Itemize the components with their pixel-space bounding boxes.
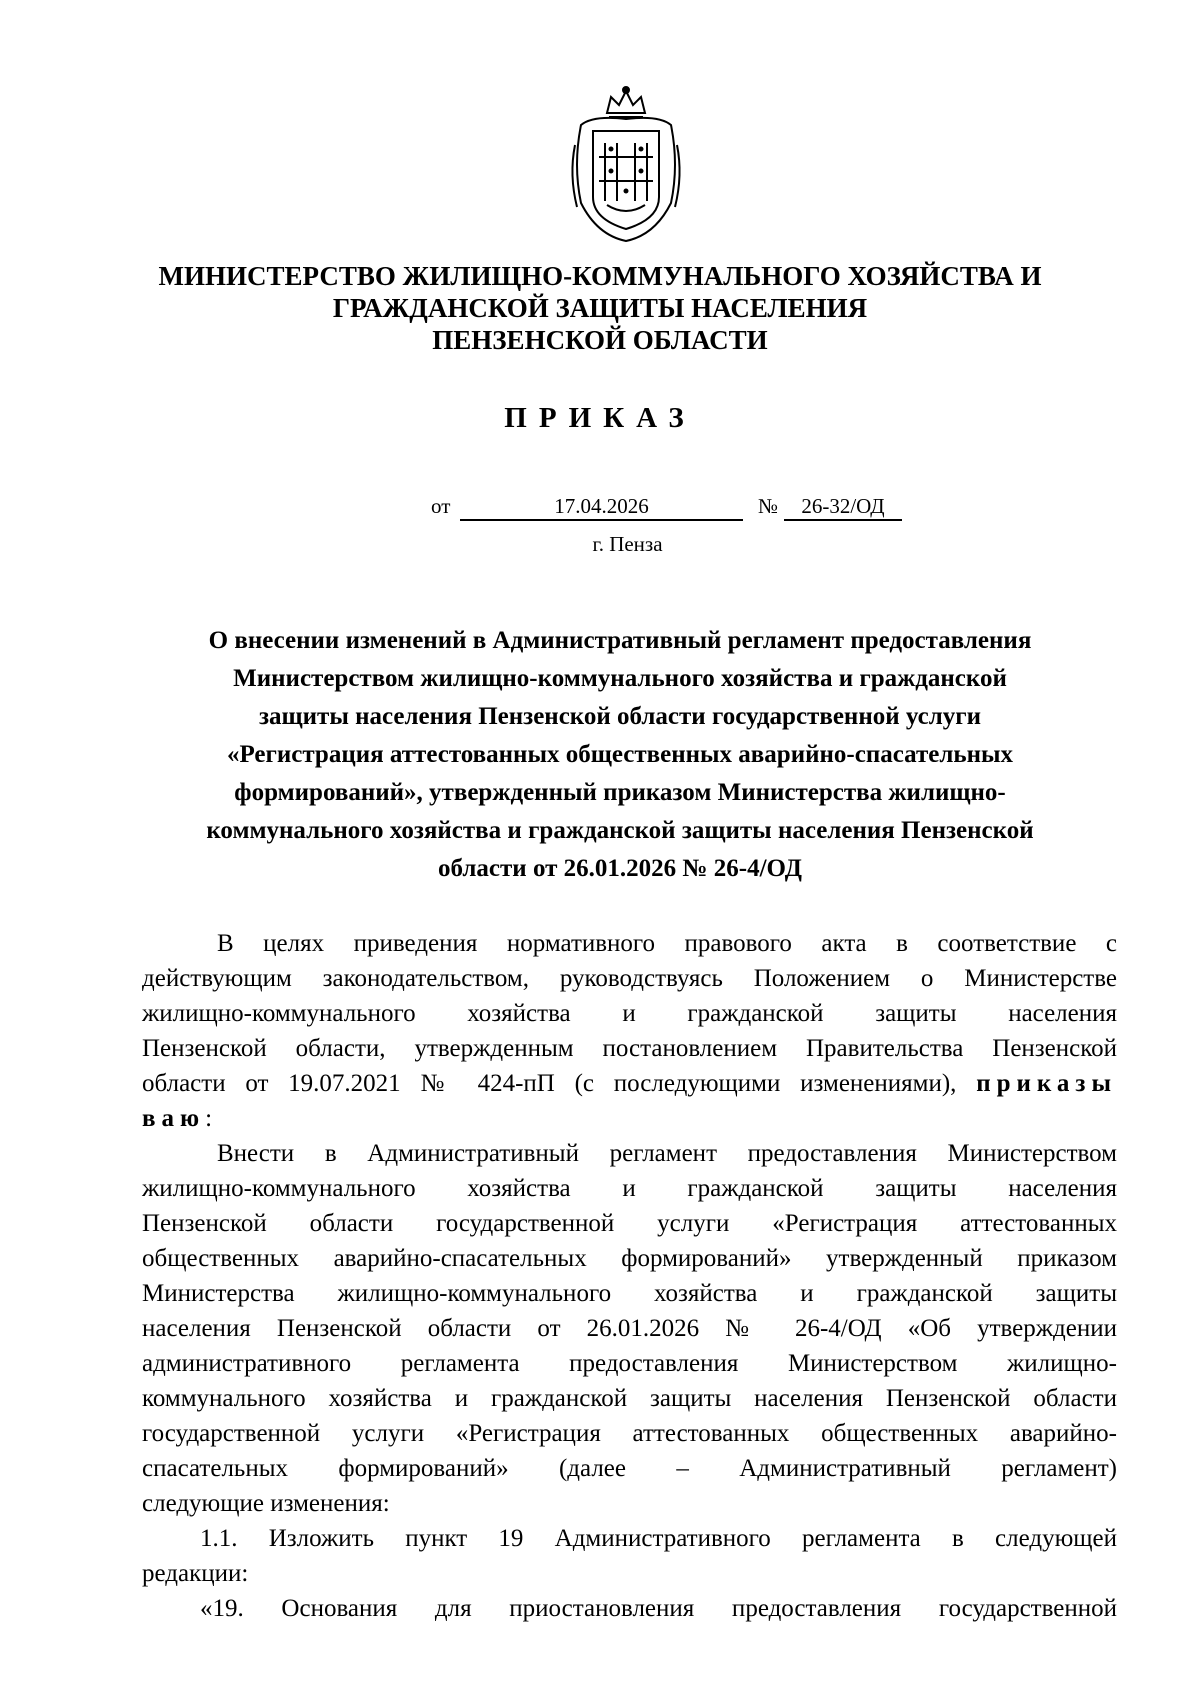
subject-line: коммунального хозяйства и гражданской защиты населения Пензенской [206, 817, 1034, 844]
paragraph-line [142, 1066, 1117, 1101]
paragraph-line: жилищно-коммунального хозяйства и гражданской защиты населения [142, 1000, 1117, 1027]
city: г. Пенза [592, 532, 663, 556]
paragraph-line: Пензенской области, утвержденным постановлением Правительства Пензенской [142, 1035, 1117, 1062]
paragraph-line: действующим законодательством, руководствуясь Положением о Министерстве [142, 965, 1117, 992]
paragraph-line: административного регламента предоставления Министерством жилищно- [142, 1350, 1117, 1377]
date-prefix: от [431, 494, 451, 518]
subject-line: защиты населения Пензенской области государственной услуги [259, 703, 981, 730]
paragraph-line: В целях приведения нормативного правового акта в соответствие с [217, 930, 1117, 957]
paragraph-line: Министерства жилищно-коммунального хозяйства и гражданской защиты [142, 1280, 1117, 1307]
ministry-line: ГРАЖДАНСКОЙ ЗАЩИТЫ НАСЕЛЕНИЯ [332, 293, 868, 323]
coat-of-arms-emblem [567, 85, 685, 243]
paragraph-line: населения Пензенской области от 26.01.2026 № 26-4/ОД «Об утверждении [142, 1315, 1117, 1342]
paragraph-line: спасательных формирований» (далее – Административный регламент) [142, 1455, 1117, 1482]
ministry-line: МИНИСТЕРСТВО ЖИЛИЩНО-КОММУНАЛЬНОГО ХОЗЯЙСТВА И [158, 261, 1042, 291]
subject-line: области от 26.01.2026 № 26-4/ОД [438, 855, 802, 882]
subject-line: формирований», утвержденный приказом Министерства жилищно- [234, 779, 1006, 806]
document-type: ПРИКАЗ [504, 402, 696, 434]
paragraph-text: области от 19.07.2021 № 424-пП (с последующими изменениями), [142, 1070, 957, 1097]
subject-line: О внесении изменений в Административный регламент предоставления [208, 627, 1032, 654]
ministry-name [100, 260, 1100, 356]
paragraph-line: Внести в Административный регламент предоставления Министерством [217, 1140, 1117, 1167]
date-number-row [0, 493, 1200, 523]
colon: : [205, 1105, 213, 1132]
subject-line: Министерством жилищно-коммунального хозяйства и гражданской [233, 665, 1007, 692]
paragraph-line: 1.1. Изложить пункт 19 Административного регламента в следующей [200, 1525, 1117, 1552]
paragraph-line: следующие изменения: [142, 1490, 390, 1517]
paragraph-line: редакции: [142, 1560, 249, 1587]
paragraph-line: жилищно-коммунального хозяйства и гражданской защиты населения [142, 1175, 1117, 1202]
number-prefix: № [758, 494, 779, 518]
document-body [142, 926, 1117, 1626]
paragraph-line: общественных аварийно-спасательных формирований» утвержденный приказом [142, 1245, 1117, 1272]
document-date: 17.04.2026 [460, 493, 743, 521]
prikazyvayu-part2: ваю [142, 1105, 206, 1132]
ministry-line: ПЕНЗЕНСКОЙ ОБЛАСТИ [432, 325, 768, 355]
subject-line: «Регистрация аттестованных общественных аварийно-спасательных [226, 741, 1014, 768]
paragraph-line: «19. Основания для приостановления предоставления государственной [200, 1595, 1117, 1622]
paragraph-line: Пензенской области государственной услуги «Регистрация аттестованных [142, 1210, 1117, 1237]
prikazyvayu-part1: приказы [976, 1070, 1117, 1097]
paragraph-line: государственной услуги «Регистрация аттестованных общественных аварийно- [142, 1420, 1117, 1447]
document-subject [140, 622, 1100, 888]
paragraph-line [142, 1101, 1117, 1136]
paragraph-line: коммунального хозяйства и гражданской защиты населения Пензенской области [142, 1385, 1117, 1412]
document-number: 26-32/ОД [784, 493, 902, 521]
